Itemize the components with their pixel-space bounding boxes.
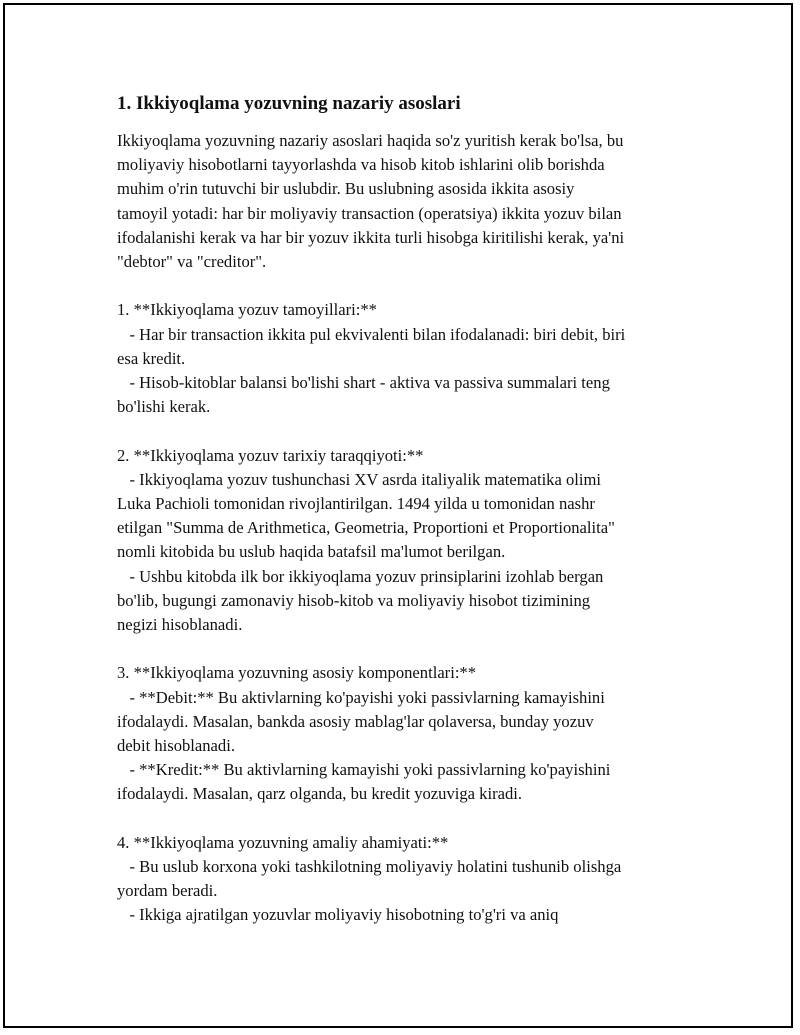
- section-line: ifodalaydi. Masalan, bankda asosiy mablag'lar qolaversa, bunday yozuv: [117, 711, 594, 731]
- document-title: 1. Ikkiyoqlama yozuvning nazariy asoslari: [117, 93, 461, 114]
- section-line: - Bu uslub korxona yoki tashkilotning moliyaviy holatini tushunib olishga: [117, 857, 622, 877]
- section-line: debit hisoblanadi.: [117, 736, 235, 756]
- section-line: yordam beradi.: [117, 881, 218, 901]
- section-principles: [117, 298, 689, 419]
- section-heading: 2. **Ikkiyoqlama yozuv tarixiy taraqqiyoti:**: [117, 445, 424, 465]
- section-line: - **Kredit:** Bu aktivlarning kamayishi yoki passivlarning ko'payishini: [117, 760, 611, 780]
- section-practical: [117, 831, 689, 928]
- intro-line: "debtor" va "creditor".: [117, 252, 267, 272]
- section-history: [117, 444, 689, 638]
- section-line: nomli kitobida bu uslub haqida batafsil ma'lumot berilgan.: [117, 542, 506, 562]
- section-line: ifodalaydi. Masalan, qarz olganda, bu kredit yozuviga kiradi.: [117, 784, 523, 804]
- intro-line: Ikkiyoqlama yozuvning nazariy asoslari haqida so'z yuritish kerak bo'lsa, bu: [117, 131, 624, 150]
- intro-paragraph: [117, 129, 689, 274]
- section-line: - Ikkiyoqlama yozuv tushunchasi XV asrda italiyalik matematika olimi: [117, 469, 602, 489]
- section-line: bo'lib, bugungi zamonaviy hisob-kitob va moliyaviy hisobot tizimining: [117, 590, 591, 610]
- section-line: bo'lishi kerak.: [117, 397, 211, 417]
- section-line: negizi hisoblanadi.: [117, 615, 243, 635]
- section-line: - **Debit:** Bu aktivlarning ko'payishi yoki passivlarning kamayishini: [117, 687, 605, 707]
- section-heading: 1. **Ikkiyoqlama yozuv tamoyillari:**: [117, 300, 377, 320]
- section-line: - Ikkiga ajratilgan yozuvlar moliyaviy hisobotning to'g'ri va aniq: [117, 905, 559, 925]
- section-heading: 3. **Ikkiyoqlama yozuvning asosiy komponentlari:**: [117, 663, 477, 683]
- intro-line: tamoyil yotadi: har bir moliyaviy transaction (operatsiya) ikkita yozuv bilan: [117, 203, 622, 223]
- section-line: - Har bir transaction ikkita pul ekvivalenti bilan ifodalanadi: biri debit, biri: [117, 324, 626, 344]
- document-body: [117, 92, 689, 928]
- section-components: [117, 661, 689, 806]
- intro-line: ifodalanishi kerak va har bir yozuv ikkita turli hisobga kiritilishi kerak, ya'ni: [117, 227, 625, 247]
- section-line: Luka Pachioli tomonidan rivojlantirilgan. 1494 yilda u tomonidan nashr: [117, 494, 595, 514]
- intro-line: moliyaviy hisobotlarni tayyorlashda va hisob kitob ishlarini olib borishda: [117, 155, 605, 175]
- section-heading: 4. **Ikkiyoqlama yozuvning amaliy ahamiyati:**: [117, 832, 449, 852]
- section-line: - Hisob-kitoblar balansi bo'lishi shart - aktiva va passiva summalari teng: [117, 373, 610, 393]
- section-line: - Ushbu kitobda ilk bor ikkiyoqlama yozuv prinsiplarini izohlab bergan: [117, 566, 604, 586]
- section-line: esa kredit.: [117, 348, 186, 368]
- section-line: etilgan "Summa de Arithmetica, Geometria, Proportioni et Proportionalita": [117, 518, 615, 538]
- intro-line: muhim o'rin tutuvchi bir uslubdir. Bu uslubning asosida ikkita asosiy: [117, 179, 575, 199]
